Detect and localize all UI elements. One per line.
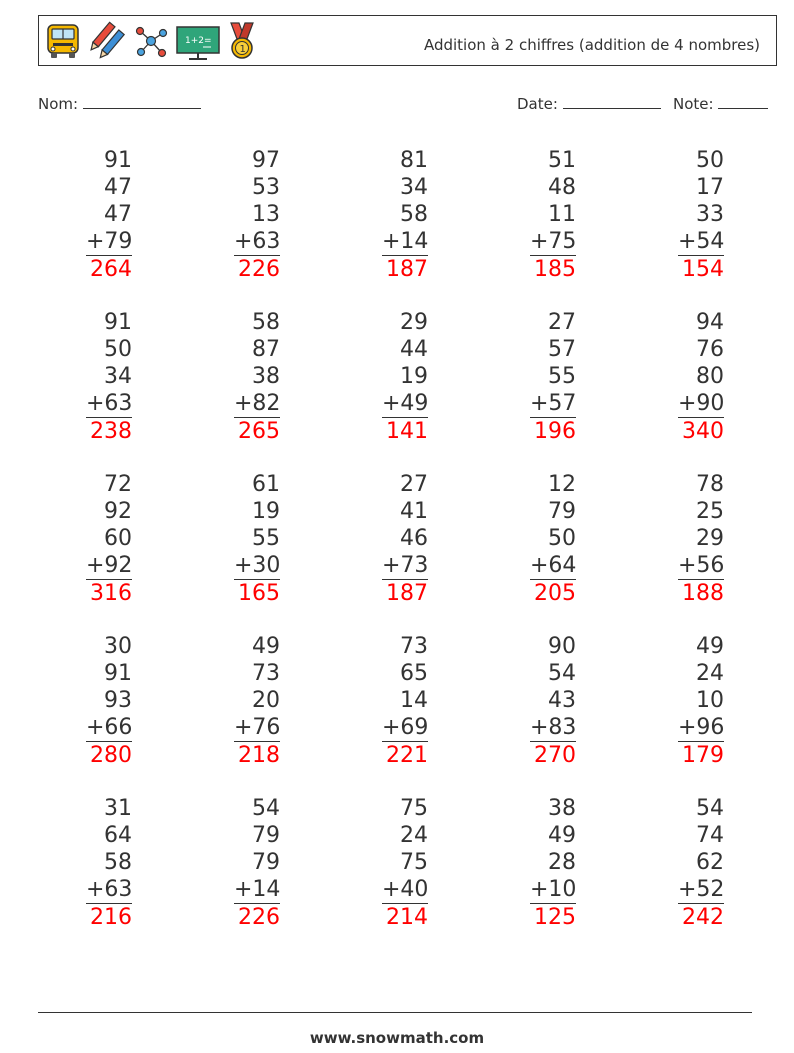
addend: 90 (548, 634, 576, 659)
addend: 72 (104, 472, 132, 497)
school-bus-icon (43, 21, 83, 61)
answer: 196 (534, 419, 576, 444)
medal-icon (225, 21, 259, 61)
addition-problem (86, 471, 132, 607)
last-addend: +52 (678, 877, 725, 902)
addend: 51 (548, 148, 576, 173)
addend: 49 (548, 823, 576, 848)
last-addend: +49 (382, 391, 429, 416)
addend: 33 (696, 202, 724, 227)
addend: 65 (400, 661, 428, 686)
answer: 340 (682, 419, 724, 444)
answer: 214 (386, 905, 428, 930)
addition-problem (678, 147, 724, 283)
addend: 75 (400, 850, 428, 875)
answer: 280 (90, 743, 132, 768)
addend: 38 (548, 796, 576, 821)
addend: 49 (696, 634, 724, 659)
name-field[interactable] (38, 94, 201, 113)
addend: 61 (252, 472, 280, 497)
addend: 60 (104, 526, 132, 551)
answer: 165 (238, 581, 280, 606)
addend: 58 (400, 202, 428, 227)
addend: 75 (400, 796, 428, 821)
answer: 187 (386, 257, 428, 282)
answer: 238 (90, 419, 132, 444)
last-addend: +82 (234, 391, 281, 416)
addition-problem (234, 795, 280, 931)
addition-problem (86, 309, 132, 445)
addition-problem (530, 795, 576, 931)
addend: 78 (696, 472, 724, 497)
addend: 47 (104, 202, 132, 227)
last-addend: +63 (86, 391, 133, 416)
worksheet-header (38, 15, 777, 66)
addend: 79 (252, 823, 280, 848)
addition-problem (382, 147, 428, 283)
addend: 54 (696, 796, 724, 821)
svg-text:1+2=: 1+2= (185, 36, 212, 46)
last-addend: +69 (382, 715, 429, 740)
addend: 62 (696, 850, 724, 875)
addend: 17 (696, 175, 724, 200)
addition-problem (382, 795, 428, 931)
addend: 38 (252, 364, 280, 389)
addend: 24 (400, 823, 428, 848)
footer-site: www.snowmath.com (309, 1029, 485, 1047)
addend: 74 (696, 823, 724, 848)
addend: 25 (696, 499, 724, 524)
addend: 28 (548, 850, 576, 875)
grade-blank[interactable] (718, 94, 768, 109)
answer: 242 (682, 905, 724, 930)
addend: 58 (252, 310, 280, 335)
grade-field[interactable] (673, 94, 768, 113)
answer: 154 (682, 257, 724, 282)
date-label: Date: (517, 95, 558, 113)
name-blank[interactable] (83, 94, 201, 109)
addend: 50 (548, 526, 576, 551)
addend: 10 (696, 688, 724, 713)
answer: 265 (238, 419, 280, 444)
addend: 24 (696, 661, 724, 686)
last-addend: +14 (234, 877, 281, 902)
last-addend: +66 (86, 715, 133, 740)
last-addend: +63 (86, 877, 133, 902)
last-addend: +54 (678, 229, 725, 254)
date-blank[interactable] (563, 94, 661, 109)
name-label: Nom: (38, 95, 79, 113)
addend: 44 (400, 337, 428, 362)
addend: 58 (104, 850, 132, 875)
addend: 12 (548, 472, 576, 497)
answer: 316 (90, 581, 132, 606)
pencils-icon (87, 21, 127, 61)
addition-problem (678, 309, 724, 445)
addend: 49 (252, 634, 280, 659)
addition-problem (234, 471, 280, 607)
addend: 29 (400, 310, 428, 335)
addition-problem (234, 633, 280, 769)
addend: 19 (252, 499, 280, 524)
addend: 54 (252, 796, 280, 821)
chalkboard-icon (175, 21, 221, 61)
addend: 80 (696, 364, 724, 389)
answer: 226 (238, 257, 280, 282)
addend: 47 (104, 175, 132, 200)
addition-problem (86, 633, 132, 769)
addend: 97 (252, 148, 280, 173)
addend: 43 (548, 688, 576, 713)
answer: 226 (238, 905, 280, 930)
answer: 125 (534, 905, 576, 930)
answer: 218 (238, 743, 280, 768)
addend: 73 (252, 661, 280, 686)
addition-problem (382, 309, 428, 445)
answer: 187 (386, 581, 428, 606)
addend: 41 (400, 499, 428, 524)
addend: 27 (548, 310, 576, 335)
addend: 92 (104, 499, 132, 524)
addend: 87 (252, 337, 280, 362)
addend: 48 (548, 175, 576, 200)
grade-label: Note: (673, 95, 714, 113)
addend: 81 (400, 148, 428, 173)
answer: 221 (386, 743, 428, 768)
addend: 73 (400, 634, 428, 659)
last-addend: +64 (530, 553, 577, 578)
addition-problem (382, 471, 428, 607)
last-addend: +96 (678, 715, 725, 740)
addend: 91 (104, 148, 132, 173)
addend: 57 (548, 337, 576, 362)
last-addend: +10 (530, 877, 577, 902)
last-addend: +92 (86, 553, 133, 578)
answer: 270 (534, 743, 576, 768)
addition-problem (382, 633, 428, 769)
last-addend: +83 (530, 715, 577, 740)
addend: 79 (548, 499, 576, 524)
addition-problem (234, 309, 280, 445)
addend: 64 (104, 823, 132, 848)
addition-problem (86, 147, 132, 283)
addition-problem (530, 471, 576, 607)
addend: 46 (400, 526, 428, 551)
answer: 179 (682, 743, 724, 768)
molecule-icon (131, 21, 171, 61)
svg-text:1: 1 (239, 44, 246, 55)
addend: 29 (696, 526, 724, 551)
addend: 19 (400, 364, 428, 389)
addend: 50 (104, 337, 132, 362)
addend: 14 (400, 688, 428, 713)
addend: 79 (252, 850, 280, 875)
addend: 54 (548, 661, 576, 686)
last-addend: +30 (234, 553, 281, 578)
addend: 13 (252, 202, 280, 227)
last-addend: +79 (86, 229, 133, 254)
last-addend: +75 (530, 229, 577, 254)
addend: 31 (104, 796, 132, 821)
addition-problem (530, 633, 576, 769)
answer: 141 (386, 419, 428, 444)
answer: 264 (90, 257, 132, 282)
addend: 93 (104, 688, 132, 713)
last-addend: +90 (678, 391, 725, 416)
addend: 53 (252, 175, 280, 200)
addition-problem (678, 795, 724, 931)
addend: 50 (696, 148, 724, 173)
worksheet-title: Addition à 2 chiffres (addition de 4 nombres) (423, 36, 760, 54)
addition-problem (234, 147, 280, 283)
addend: 11 (548, 202, 576, 227)
addition-problem (530, 309, 576, 445)
addend: 34 (104, 364, 132, 389)
last-addend: +14 (382, 229, 429, 254)
answer: 185 (534, 257, 576, 282)
last-addend: +63 (234, 229, 281, 254)
addend: 91 (104, 310, 132, 335)
addition-problem (678, 471, 724, 607)
addition-problem (86, 795, 132, 931)
last-addend: +40 (382, 877, 429, 902)
addend: 55 (252, 526, 280, 551)
footer-divider (38, 1012, 752, 1013)
last-addend: +73 (382, 553, 429, 578)
addend: 94 (696, 310, 724, 335)
addend: 27 (400, 472, 428, 497)
header-icons (43, 19, 259, 63)
addend: 91 (104, 661, 132, 686)
addition-problem (530, 147, 576, 283)
date-field[interactable] (517, 94, 661, 113)
addend: 55 (548, 364, 576, 389)
addend: 76 (696, 337, 724, 362)
addition-problem (678, 633, 724, 769)
last-addend: +57 (530, 391, 577, 416)
last-addend: +76 (234, 715, 281, 740)
last-addend: +56 (678, 553, 725, 578)
addend: 20 (252, 688, 280, 713)
addend: 34 (400, 175, 428, 200)
answer: 216 (90, 905, 132, 930)
answer: 188 (682, 581, 724, 606)
answer: 205 (534, 581, 576, 606)
addend: 30 (104, 634, 132, 659)
